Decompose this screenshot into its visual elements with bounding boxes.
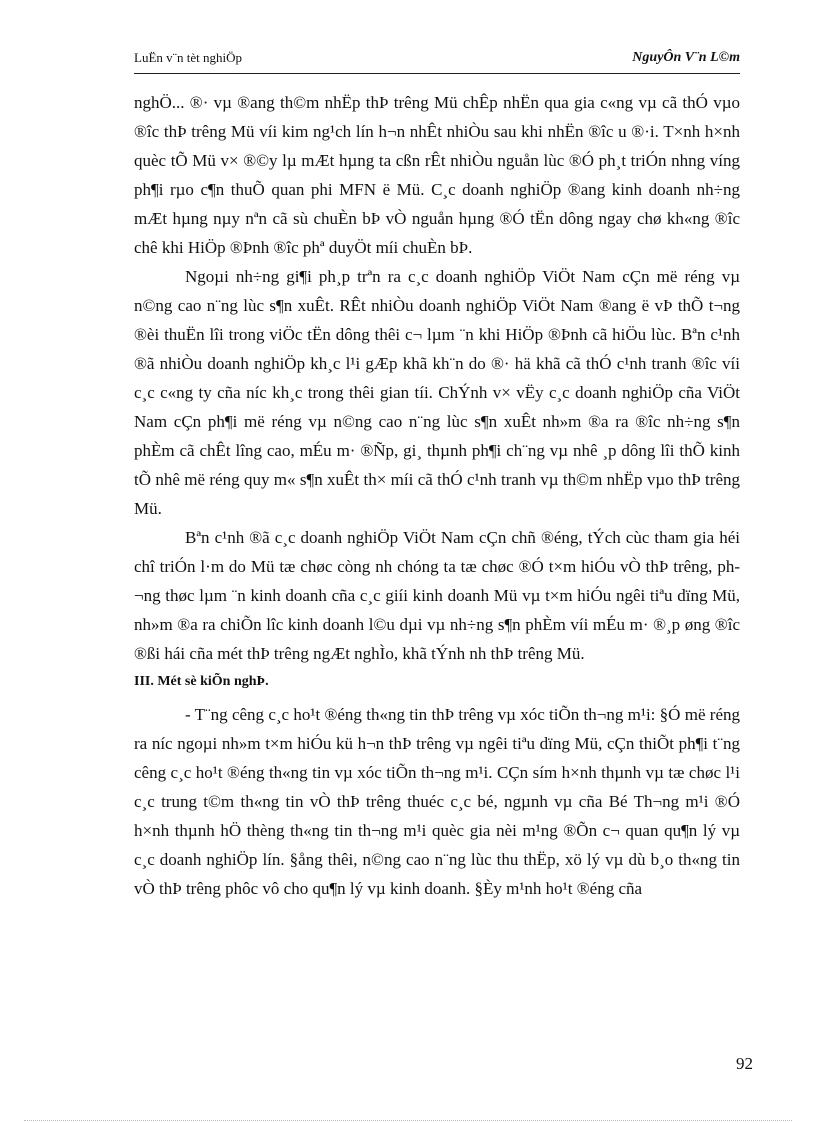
section-heading: III. Mét sè kiÕn nghÞ. [134,674,269,689]
paragraph: Bªn c¹nh ®ã c¸c doanh nghiÖp ViÖt Nam cÇn chñ ®éng, tÝch cùc tham gia héi chî triÓn l·m do Mü tæ chøc còng nh chóng ta tæ chøc ®Ó t×m hiÓu vÒ thÞ trêng, ph¬ng thøc lµm ¨n kinh doanh cña c¸c giíi kinh doanh Mü vµ t×m hiÓu ngêi tiªu dïng Mü, nh»m ®a ra chiÕn lîc kinh doanh l©u dµi vµ nh÷ng s¶n phÈm víi mÉu m· ®¸p øng ®îc ®ßi hái cña mét thÞ trêng ngÆt nghÌo, khã tÝnh nh thÞ trêng Mü. [134,528,740,663]
header-divider [134,73,740,74]
paragraph-continued: nghÖ... ®· vµ ®ang th©m nhËp thÞ trêng Mü chÊp nhËn qua gia c«ng vµ cã thÓ vµo ®îc thÞ trêng Mü víi kim ng¹ch lín h¬n nhÊt nhiÒu sau khi nhËn ®îc u ®·i. T×nh h×nh quèc tÕ Mü v× ®©y lµ mÆt hµng ta cßn rÊt nhiÒu nguån lùc ®Ó ph¸t triÓn nhng víng ph¶i rµo c¶n thuÕ quan phi MFN ë Mü. C¸c doanh nghiÖp ®ang kinh doanh nh÷ng mÆt hµng nµy nªn cã sù chuÈn bÞ vÒ nguån hµng ®Ó tËn dông ngay chø kh«ng ®îc chê khi HiÖp ®Þnh ®îc phª duyÖt míi chuÈn bÞ. [134,93,740,257]
page-number: 92 [736,1054,753,1073]
page-body [134,88,740,903]
paragraph: - T¨ng cêng c¸c ho¹t ®éng th«ng tin thÞ trêng vµ xóc tiÕn th¬ng m¹i: §Ó më réng ra níc ngoµi nh»m t×m hiÓu kü h¬n thÞ trêng vµ ngêi tiªu dïng Mü, cÇn thiÕt ph¶i t¨ng cêng c¸c ho¹t ®éng th«ng tin vµ xóc tiÕn th¬ng m¹i. CÇn sím h×nh thµnh vµ tæ chøc l¹i c¸c trung t©m th«ng tin vÒ thÞ trêng thuéc c¸c bé, ngµnh vµ cña Bé Th¬ng m¹i ®Ó h×nh thµnh hÖ thèng th«ng tin th¬ng m¹i quèc gia nèi m¹ng ®Õn c¬ quan qu¶n lý vµ c¸c doanh nghiÖp lín. §ång thêi, n©ng cao n¨ng lùc thu thËp, xö lý vµ dù b¸o th«ng tin vÒ thÞ trêng phôc vô cho qu¶n lý vµ kinh doanh. §Èy m¹nh ho¹t ®éng cña [134,705,740,898]
page-header [134,50,740,72]
header-author-name: NguyÔn V¨n L©m [632,50,740,65]
footer-divider [24,1120,792,1121]
paragraph: Ngoµi nh÷ng gi¶i ph¸p trªn ra c¸c doanh nghiÖp ViÖt Nam cÇn më réng vµ n©ng cao n¨ng lùc s¶n xuÊt. RÊt nhiÒu doanh nghiÖp ViÖt Nam ®ang ë vÞ thÕ t¬ng ®èi thuËn lîi trong viÖc tËn dông thêi c¬ lµm ¨n khi HiÖp ®Þnh cã hiÖu lùc. Bªn c¹nh ®ã nhiÒu doanh nghiÖp kh¸c l¹i gÆp khã kh¨n do ®· hä khã cã thÓ c¹nh tranh ®îc víi c¸c c«ng ty cña níc kh¸c trong thêi gian tíi. ChÝnh v× vËy c¸c doanh nghiÖp cña ViÖt Nam cÇn ph¶i më réng vµ n©ng cao n¨ng lùc s¶n xuÊt nh»m ®a ra ®îc nh÷ng s¶n phÈm cã chÊt lîng cao, mÉu m· ®Ñp, gi¸ thµnh ph¶i ch¨ng vµ nhê ¸p dông lîi thÕ kinh tÕ nhê më réng quy m« s¶n xuÊt th× míi cã thÓ c¹nh tranh vµ th©m nhËp vµo thÞ trêng Mü. [134,267,740,518]
header-document-title: LuËn v¨n tèt nghiÖp [134,50,242,65]
